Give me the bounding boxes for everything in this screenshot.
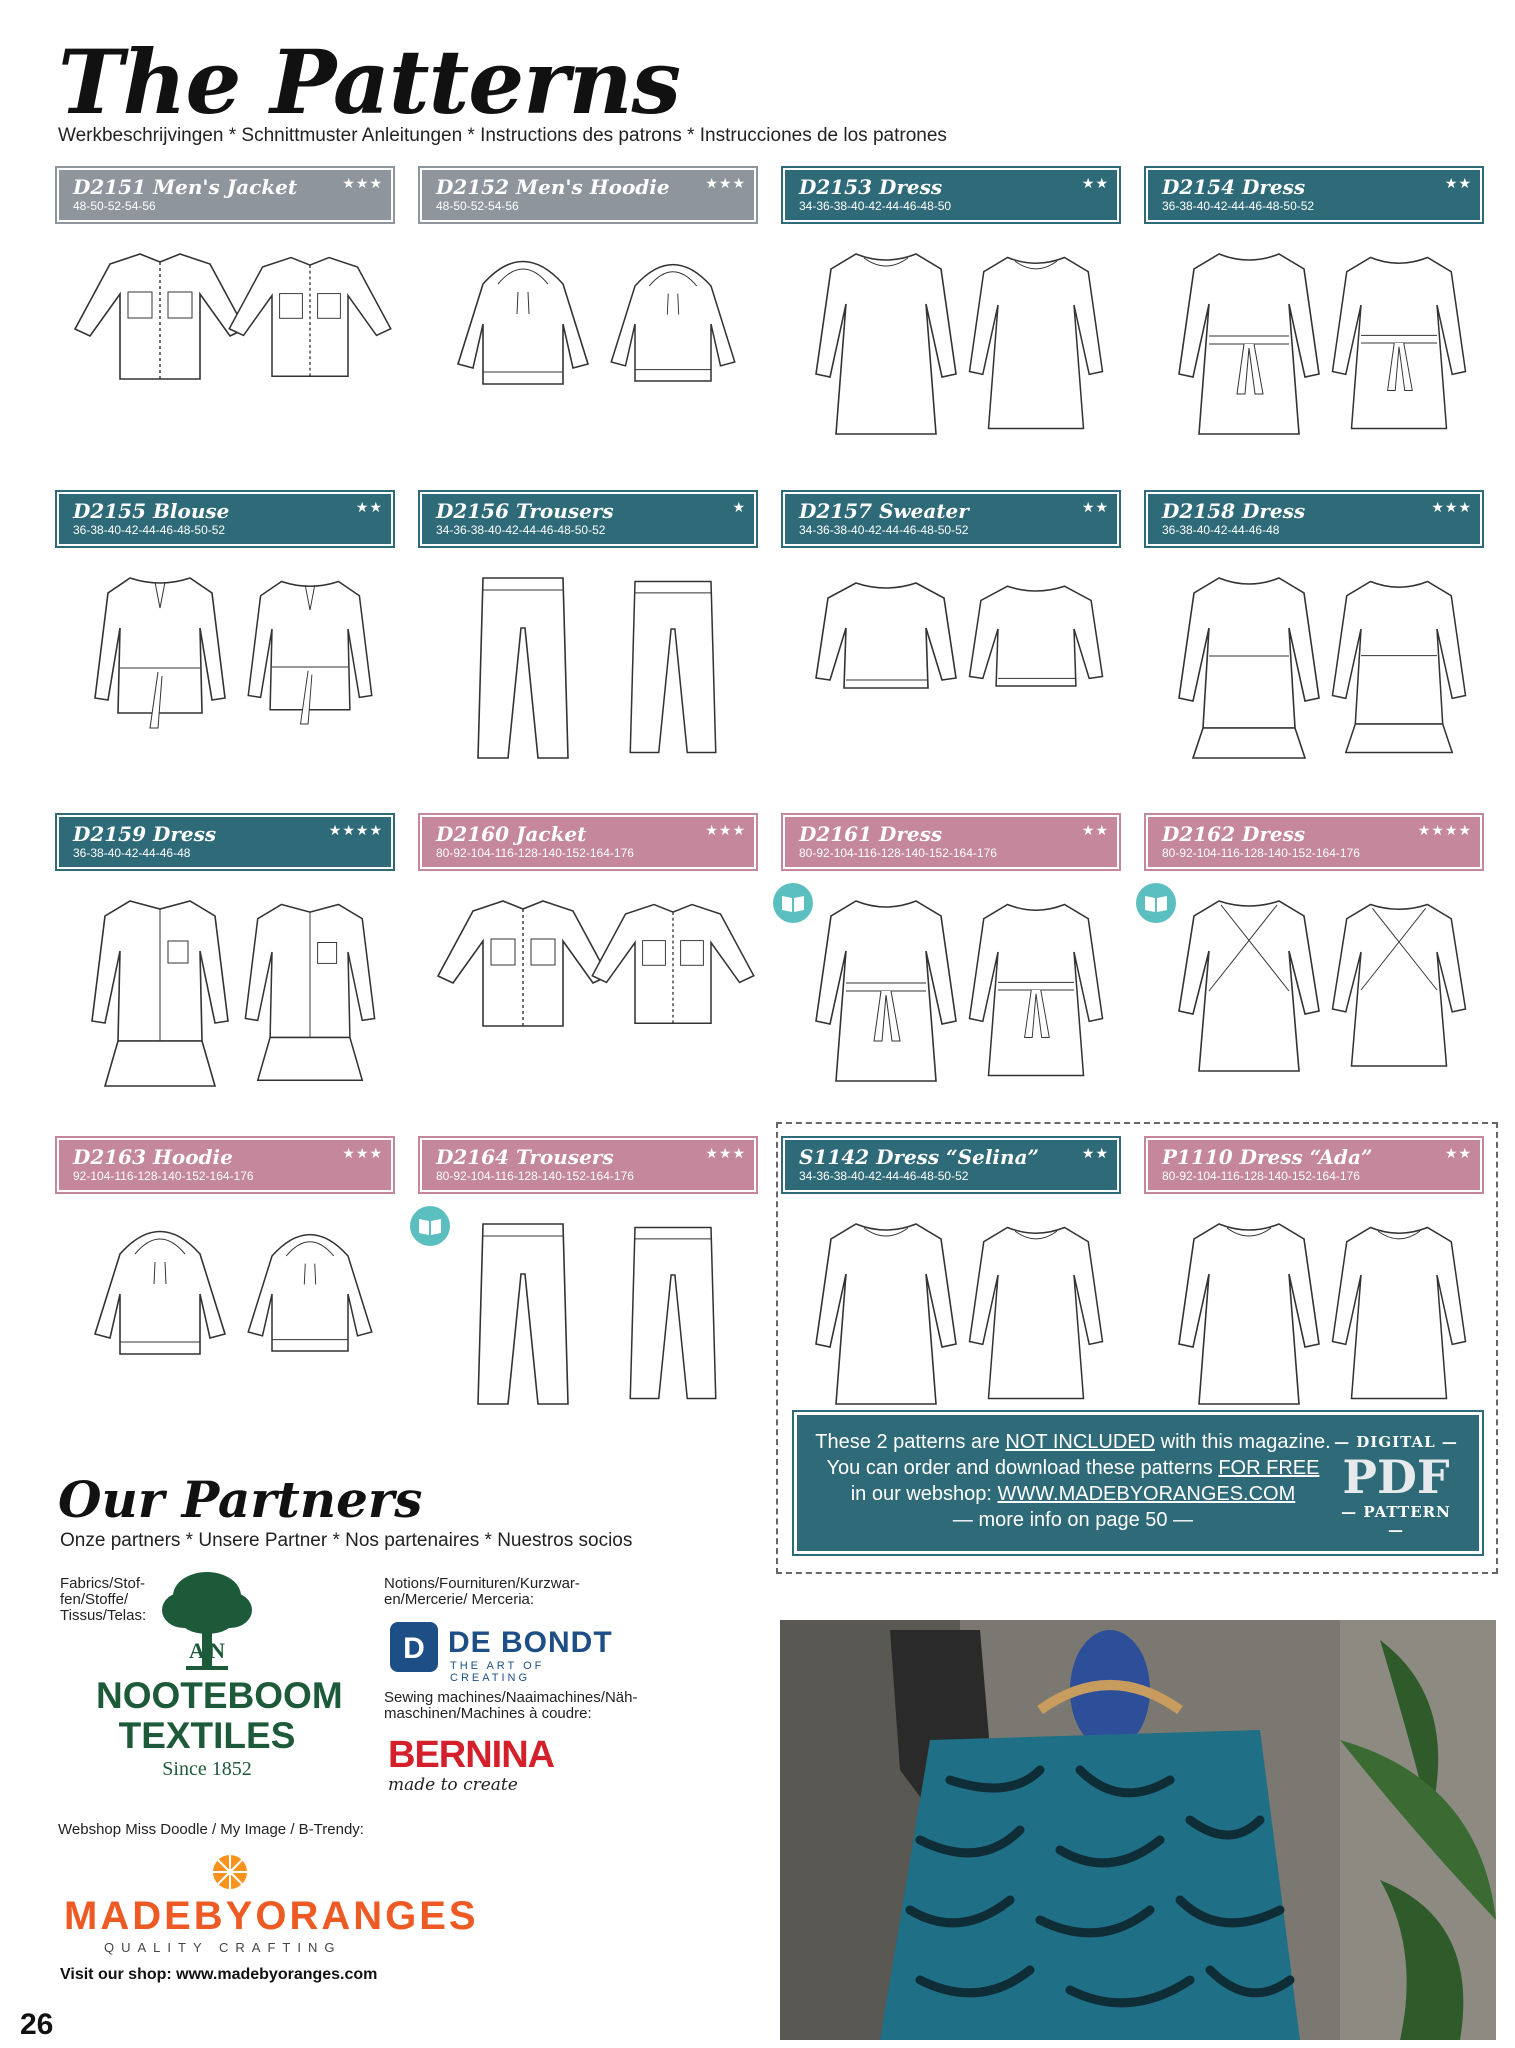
difficulty-stars: ★ bbox=[732, 500, 746, 516]
pattern-header-inner bbox=[1148, 170, 1480, 220]
page-number: 26 bbox=[20, 2008, 54, 2041]
difficulty-stars: ★★ bbox=[355, 500, 383, 516]
difficulty-stars: ★★★ bbox=[342, 176, 383, 192]
pattern-header-inner bbox=[422, 494, 754, 544]
pattern-header-inner bbox=[785, 817, 1117, 867]
garment-drawing bbox=[418, 234, 758, 464]
nooteboom-logo bbox=[96, 1566, 343, 1794]
nooteboom-name: NOOTEBOOM TEXTILES bbox=[96, 1675, 343, 1756]
book-icon bbox=[410, 1206, 450, 1246]
pattern-header bbox=[418, 1136, 758, 1194]
difficulty-stars: ★★ bbox=[1081, 823, 1109, 839]
garment-drawing bbox=[55, 881, 395, 1111]
garment-drawing bbox=[55, 234, 395, 464]
webshop-link[interactable]: WWW.MADEBYORANGES.COM bbox=[997, 1483, 1296, 1505]
pattern-header bbox=[418, 490, 758, 548]
pattern-sizes: 36-38-40-42-44-46-48 bbox=[1162, 523, 1280, 537]
garment-drawing bbox=[418, 1204, 758, 1434]
pattern-header-inner bbox=[1148, 494, 1480, 544]
digital-pdf-badge: — DIGITAL — PDF — PATTERN — bbox=[1334, 1433, 1458, 1539]
garment-drawing bbox=[781, 558, 1121, 788]
pattern-sizes: 34-36-38-40-42-44-46-48-50-52 bbox=[799, 1169, 969, 1183]
pattern-header-inner bbox=[422, 1140, 754, 1190]
sewing-label: Sewing machines/Naaimachines/Näh- maschinen/Machines à coudre: bbox=[384, 1689, 638, 1722]
pattern-title: D2158 Dress bbox=[1162, 499, 1306, 523]
pattern-title: D2155 Blouse bbox=[73, 499, 230, 523]
partners-subtitle: Onze partners * Unsere Partner * Nos partenaires * Nuestros socios bbox=[60, 1530, 633, 1551]
pattern-sizes: 80-92-104-116-128-140-152-164-176 bbox=[436, 1169, 634, 1183]
madebyoranges-logo: MADEBYORANGES QUALITY CRAFTING bbox=[64, 1850, 404, 1950]
pattern-title: D2162 Dress bbox=[1162, 822, 1306, 846]
pattern-sizes: 80-92-104-116-128-140-152-164-176 bbox=[1162, 846, 1360, 860]
pattern-header bbox=[418, 166, 758, 224]
difficulty-stars: ★★ bbox=[1081, 500, 1109, 516]
garment-drawing bbox=[418, 558, 758, 788]
pattern-card bbox=[1144, 166, 1484, 466]
pattern-sizes: 36-38-40-42-44-46-48 bbox=[73, 846, 191, 860]
pattern-card bbox=[781, 813, 1121, 1113]
fabrics-label: Fabrics/Stof- fen/Stoffe/ Tissus/Telas: bbox=[60, 1575, 147, 1624]
info-text: These 2 patterns are NOT INCLUDED with this magazine. You can order and download these patterns FOR FREE in our webshop: WWW.MADEBYORANGES.COM — more info on page 50 — bbox=[815, 1431, 1331, 1531]
svg-text:A N: A N bbox=[188, 1638, 226, 1663]
pattern-header bbox=[1144, 490, 1484, 548]
pattern-title: D2159 Dress bbox=[73, 822, 217, 846]
pattern-sizes: 48-50-52-54-56 bbox=[436, 199, 519, 213]
bernina-logo: BERNINA made to create bbox=[388, 1734, 555, 1795]
pattern-header bbox=[55, 490, 395, 548]
debondt-mark-icon bbox=[388, 1620, 440, 1674]
garment-drawing bbox=[781, 881, 1121, 1111]
garment-drawing bbox=[55, 558, 395, 788]
notions-label: Notions/Fournituren/Kurzwar- en/Mercerie/ Merceria: bbox=[384, 1575, 580, 1608]
difficulty-stars: ★★★ bbox=[705, 1146, 746, 1162]
pattern-card bbox=[55, 166, 395, 466]
difficulty-stars: ★★ bbox=[1444, 176, 1472, 192]
pattern-header bbox=[55, 166, 395, 224]
pattern-card bbox=[418, 1136, 758, 1436]
pattern-sizes: 34-36-38-40-42-44-46-48-50-52 bbox=[436, 523, 606, 537]
pattern-card bbox=[55, 490, 395, 790]
pattern-sizes: 36-38-40-42-44-46-48-50-52 bbox=[1162, 199, 1315, 213]
pattern-sizes: 80-92-104-116-128-140-152-164-176 bbox=[1162, 1169, 1360, 1183]
pattern-title: D2164 Trousers bbox=[436, 1145, 614, 1169]
pattern-title: D2151 Men's Jacket bbox=[73, 175, 298, 199]
tree-icon bbox=[96, 1566, 318, 1676]
difficulty-stars: ★★ bbox=[1081, 1146, 1109, 1162]
page-title: The Patterns bbox=[58, 30, 681, 134]
pattern-sizes: 36-38-40-42-44-46-48-50-52 bbox=[73, 523, 226, 537]
pattern-header bbox=[781, 166, 1121, 224]
pattern-card bbox=[55, 1136, 395, 1436]
debondt-logo: D DE BONDT THE ART OF CREATING bbox=[388, 1620, 628, 1678]
difficulty-stars: ★★★ bbox=[705, 176, 746, 192]
digital-patterns-info-box bbox=[794, 1412, 1482, 1554]
garment-drawing bbox=[1144, 881, 1484, 1111]
book-icon bbox=[1136, 883, 1176, 923]
pattern-title: D2160 Jacket bbox=[436, 822, 587, 846]
nooteboom-since: Since 1852 bbox=[162, 1758, 252, 1780]
pattern-card bbox=[55, 813, 395, 1113]
pattern-header-inner bbox=[422, 817, 754, 867]
pattern-title: D2153 Dress bbox=[799, 175, 943, 199]
pattern-header bbox=[55, 813, 395, 871]
shop-link[interactable]: Visit our shop: www.madebyoranges.com bbox=[60, 1966, 378, 1983]
pattern-sizes: 80-92-104-116-128-140-152-164-176 bbox=[799, 846, 997, 860]
pattern-header bbox=[781, 490, 1121, 548]
pattern-card bbox=[1144, 813, 1484, 1113]
pattern-header-inner bbox=[59, 1140, 391, 1190]
pattern-header bbox=[418, 813, 758, 871]
pattern-header-inner bbox=[785, 494, 1117, 544]
svg-text:D: D bbox=[403, 1632, 425, 1665]
pattern-header bbox=[1144, 813, 1484, 871]
pattern-sizes: 48-50-52-54-56 bbox=[73, 199, 156, 213]
pattern-sizes: 34-36-38-40-42-44-46-48-50 bbox=[799, 199, 952, 213]
pattern-header-inner bbox=[1148, 817, 1480, 867]
garment-drawing bbox=[1144, 234, 1484, 464]
pattern-card bbox=[418, 813, 758, 1113]
pattern-card bbox=[1144, 490, 1484, 790]
pattern-card bbox=[418, 166, 758, 466]
difficulty-stars: ★★ bbox=[1081, 176, 1109, 192]
garment-drawing bbox=[781, 234, 1121, 464]
pattern-sizes: 80-92-104-116-128-140-152-164-176 bbox=[436, 846, 634, 860]
pattern-sizes: 34-36-38-40-42-44-46-48-50-52 bbox=[799, 523, 969, 537]
pattern-header-inner bbox=[785, 170, 1117, 220]
webshop-label: Webshop Miss Doodle / My Image / B-Trendy: bbox=[58, 1821, 364, 1838]
difficulty-stars: ★★★ bbox=[1431, 500, 1472, 516]
pattern-title: D2163 Hoodie bbox=[73, 1145, 233, 1169]
garment-photo bbox=[780, 1620, 1496, 2040]
pattern-header-inner bbox=[59, 494, 391, 544]
pattern-title: D2154 Dress bbox=[1162, 175, 1306, 199]
garment-drawing bbox=[1144, 558, 1484, 788]
garment-drawing bbox=[55, 1204, 395, 1434]
pattern-header-inner bbox=[59, 817, 391, 867]
book-icon bbox=[773, 883, 813, 923]
partners-title: Our Partners bbox=[58, 1470, 423, 1529]
page-subtitle: Werkbeschrijvingen * Schnittmuster Anleitungen * Instructions des patrons * Instrucciones de los patrones bbox=[58, 125, 947, 146]
pattern-title: D2157 Sweater bbox=[799, 499, 969, 523]
garment-drawing bbox=[418, 881, 758, 1111]
pattern-header bbox=[55, 1136, 395, 1194]
difficulty-stars: ★★★★ bbox=[328, 823, 383, 839]
pattern-card bbox=[781, 166, 1121, 466]
pattern-title: D2156 Trousers bbox=[436, 499, 614, 523]
pattern-header bbox=[1144, 166, 1484, 224]
pattern-card bbox=[781, 490, 1121, 790]
pattern-title: D2161 Dress bbox=[799, 822, 943, 846]
difficulty-stars: ★★★★ bbox=[1417, 823, 1472, 839]
pattern-title: P1110 Dress “Ada” bbox=[1162, 1145, 1373, 1169]
difficulty-stars: ★★★ bbox=[342, 1146, 383, 1162]
pattern-title: S1142 Dress “Selina” bbox=[799, 1145, 1040, 1169]
pattern-header-inner bbox=[422, 170, 754, 220]
pattern-title: D2152 Men's Hoodie bbox=[436, 175, 670, 199]
difficulty-stars: ★★★ bbox=[705, 823, 746, 839]
pattern-header-inner bbox=[59, 170, 391, 220]
pattern-card bbox=[418, 490, 758, 790]
orange-icon bbox=[210, 1850, 250, 1890]
pattern-sizes: 92-104-116-128-140-152-164-176 bbox=[73, 1169, 254, 1183]
difficulty-stars: ★★ bbox=[1444, 1146, 1472, 1162]
pattern-header bbox=[781, 813, 1121, 871]
